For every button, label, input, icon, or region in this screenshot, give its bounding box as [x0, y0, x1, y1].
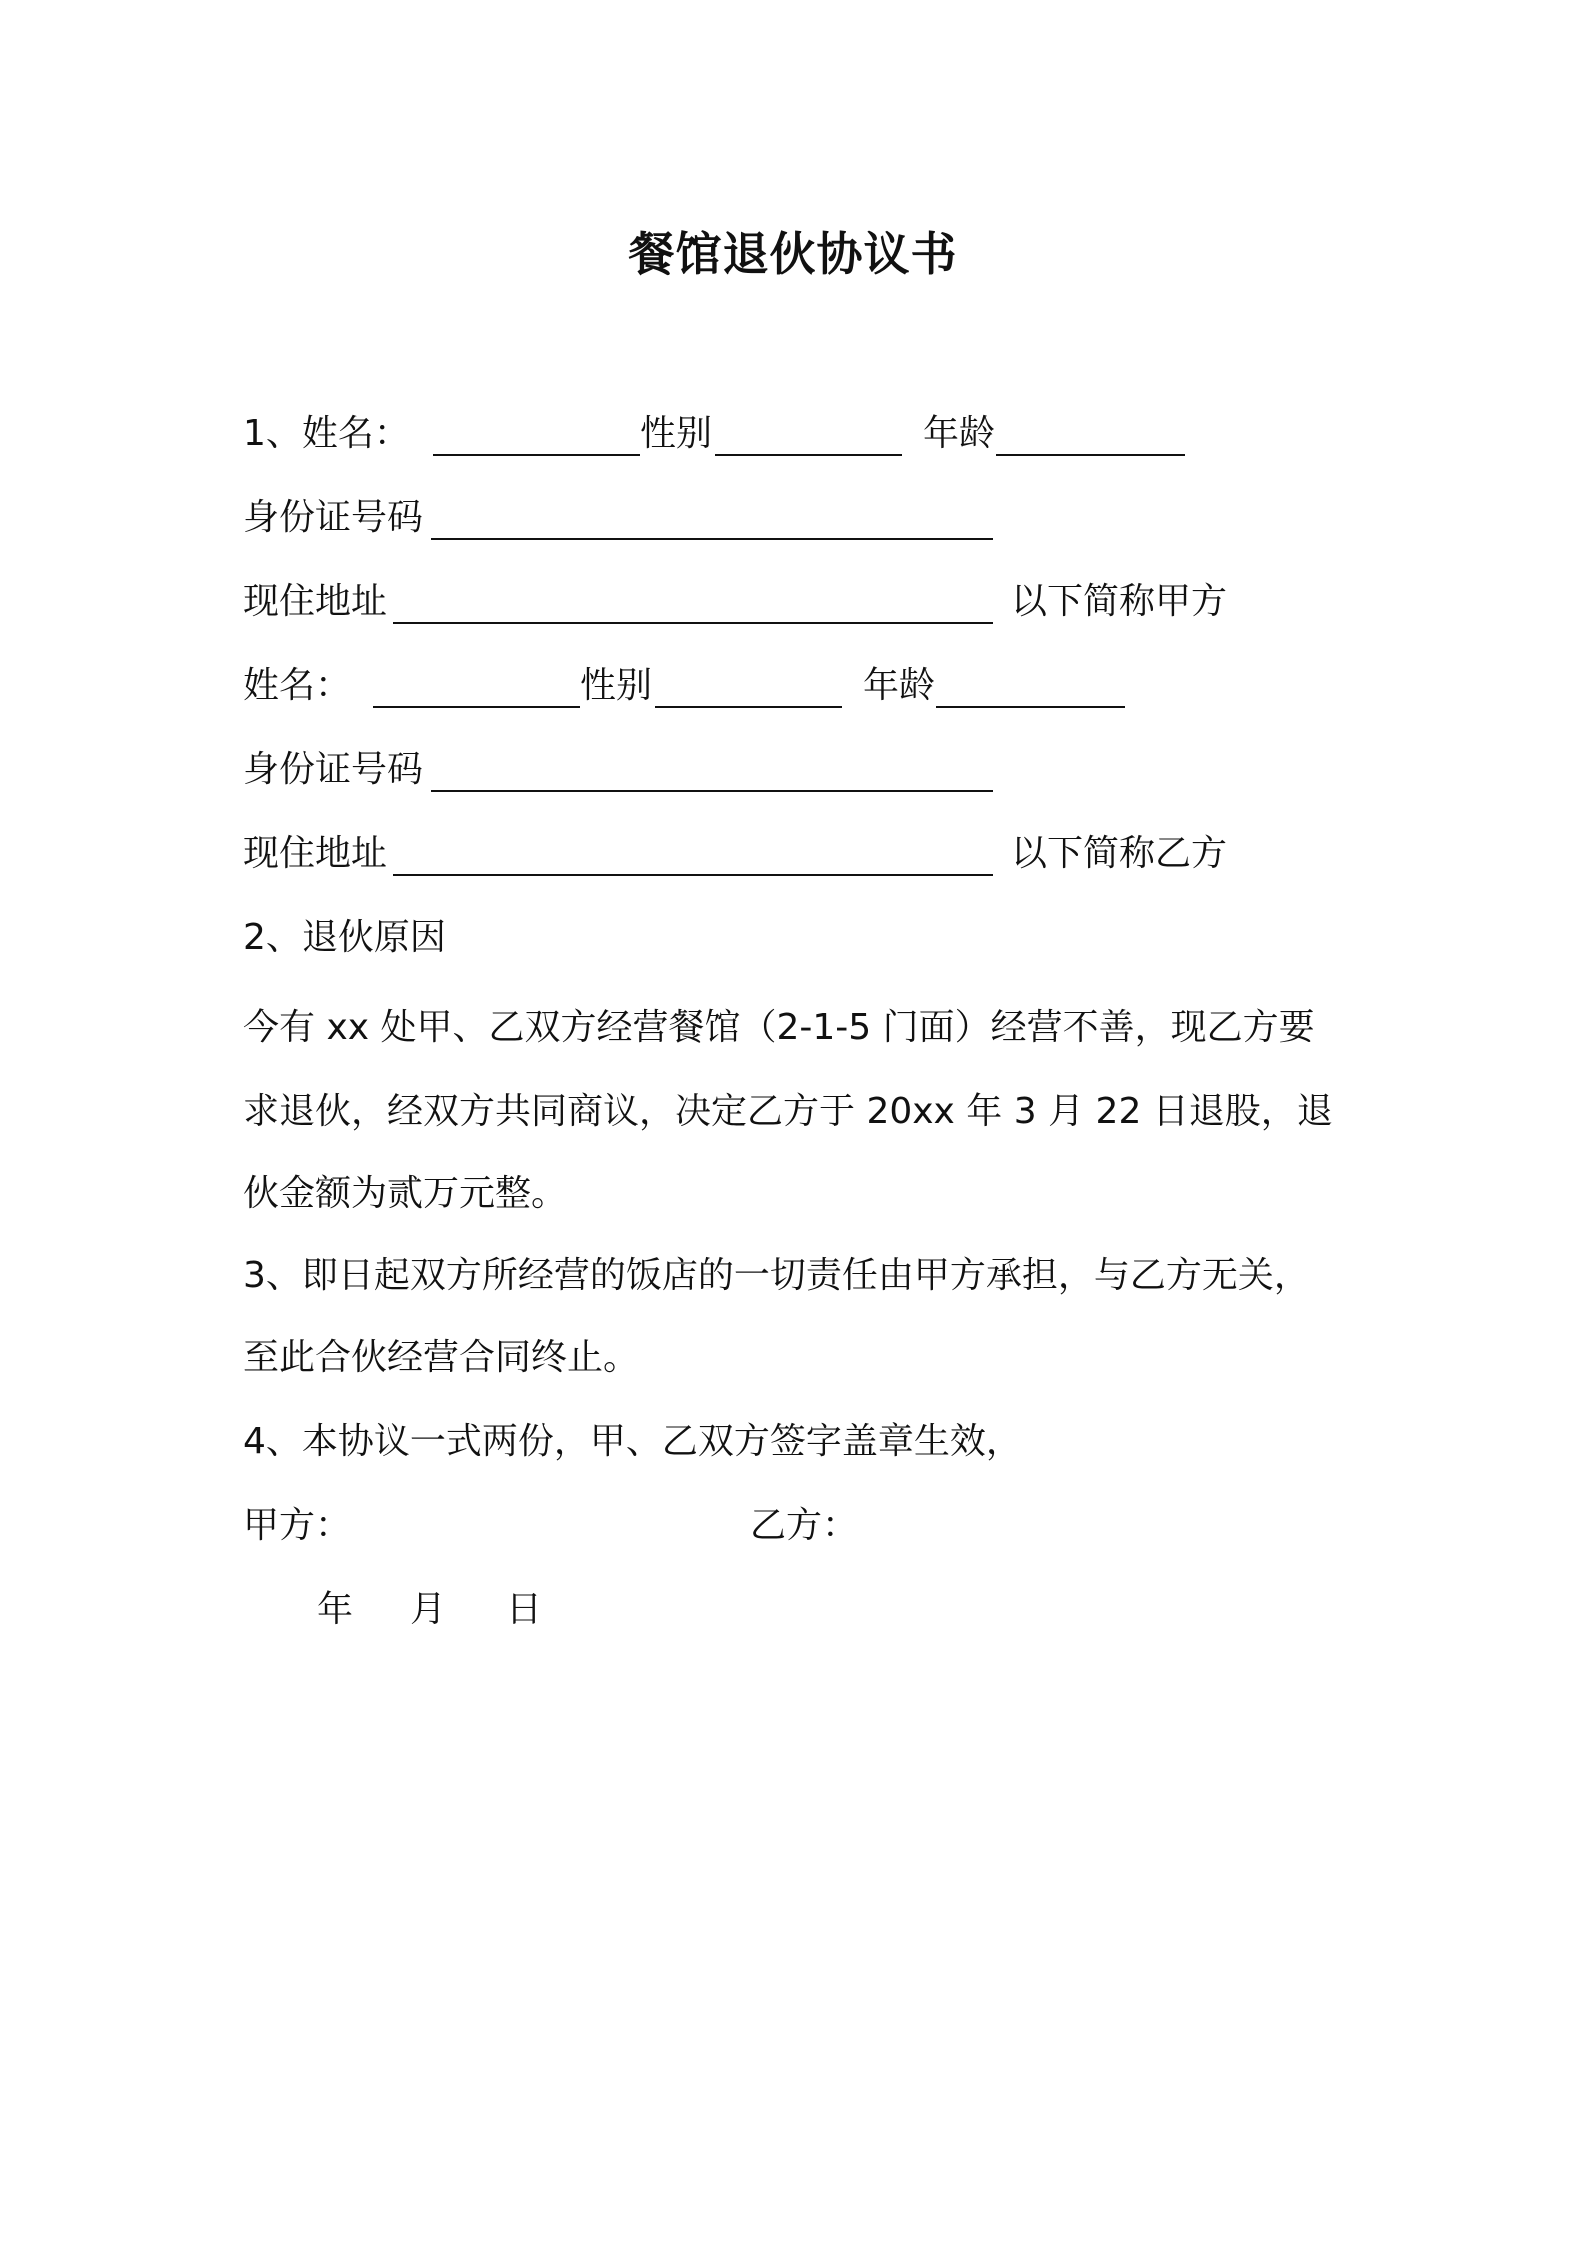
party-b-address-label: 现住地址 — [243, 833, 388, 874]
party-b-gender-label: 性别 — [580, 665, 653, 706]
section-2-line-1: 今有 xx 处甲、乙双方经营餐馆（2-1-5 门面）经营不善，现乙方要 — [243, 1007, 1315, 1048]
party-a-address-blank — [393, 622, 993, 624]
party-b-id-blank — [431, 790, 993, 792]
party-b-alias: 以下简称乙方 — [1011, 833, 1228, 874]
section-2-heading: 2、退伙原因 — [243, 917, 446, 958]
date-year-label: 年 — [317, 1589, 354, 1630]
party-a-id-label: 身份证号码 — [243, 497, 424, 538]
document-title: 餐馆退伙协议书 — [628, 227, 958, 281]
party-b-name-label: 姓名： — [243, 665, 352, 706]
party-a-gender-blank — [715, 454, 902, 456]
party-b-address-blank — [393, 874, 993, 876]
section-4-text: 4、本协议一式两份，甲、乙双方签字盖章生效， — [243, 1421, 1022, 1462]
party-a-address-label: 现住地址 — [243, 581, 388, 622]
party-a-age-label: 年龄 — [923, 413, 996, 454]
section-3-line-2: 至此合伙经营合同终止。 — [243, 1337, 640, 1378]
date-month-label: 月 — [410, 1589, 447, 1630]
party-a-signature-label: 甲方： — [243, 1505, 352, 1546]
date-day-label: 日 — [506, 1589, 543, 1630]
party-a-id-blank — [431, 538, 993, 540]
section-2-line-3: 伙金额为贰万元整。 — [243, 1173, 568, 1214]
party-b-signature-label: 乙方： — [750, 1505, 859, 1546]
section-3-line-1: 3、即日起双方所经营的饭店的一切责任由甲方承担，与乙方无关， — [243, 1255, 1310, 1296]
party-a-age-blank — [996, 454, 1185, 456]
party-b-id-label: 身份证号码 — [243, 749, 424, 790]
party-a-gender-label: 性别 — [640, 413, 713, 454]
party-b-name-blank — [373, 706, 580, 708]
party-b-age-label: 年龄 — [863, 665, 936, 706]
party-b-age-blank — [936, 706, 1125, 708]
party-a-alias: 以下简称甲方 — [1011, 581, 1228, 622]
section-2-line-2: 求退伙，经双方共同商议，决定乙方于 20xx 年 3 月 22 日退股，退 — [243, 1091, 1333, 1132]
party-b-gender-blank — [655, 706, 842, 708]
party-a-name-blank — [433, 454, 640, 456]
party-a-name-label: 1、姓名： — [243, 413, 410, 454]
